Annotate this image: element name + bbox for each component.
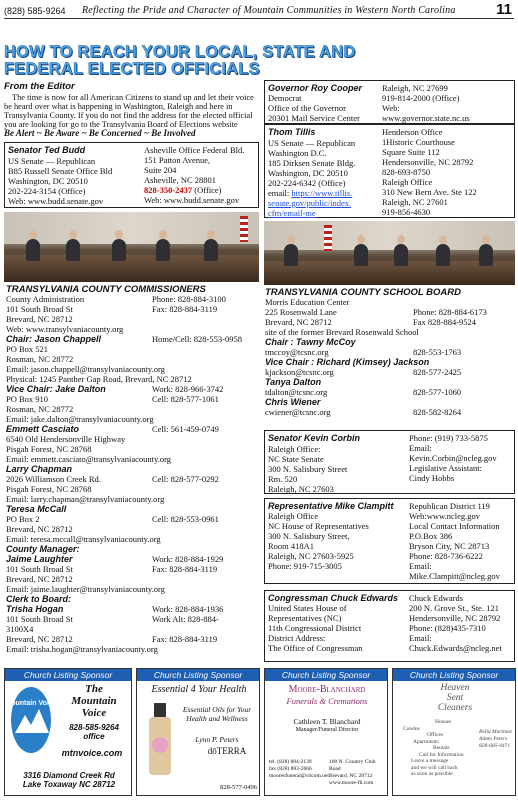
mb-person: Cathleen T. Blanchard (293, 717, 361, 726)
commissioners-row-label: PO Box 2 (6, 514, 40, 524)
tillis-left-2: 185 Dirksen Senate Bldg. (268, 158, 356, 168)
sponsor-bar-label: Church Listing Sponsor (393, 669, 515, 681)
mv-name-2: Voice (81, 707, 107, 719)
clampitt-left-0: Raleigh Office (268, 511, 319, 521)
commissioners-row (6, 294, 260, 304)
mb-title: Moore-Blanchard (288, 684, 366, 695)
school-board-row-label: kjackson@tcsnc.org (265, 367, 334, 377)
commissioners-row-label: Email: teresa.mccall@transylvaniacounty.org (6, 534, 161, 544)
governor-left (268, 93, 360, 123)
commissioners-row-label: Rosman, NC 28772 (6, 354, 74, 364)
commissioners-row (6, 644, 260, 654)
tillis-right-3: Hendersonville, NC 28792 (382, 157, 474, 167)
school-board-row-label: cwiener@tcsnc.org (265, 407, 331, 417)
e4h-tagline-1: Health and Wellness (186, 714, 248, 723)
edwards-left-4: The Office of Congressman (268, 643, 363, 653)
budd-left-3: 202-224-3154 (Office) (8, 186, 86, 196)
commissioners-row (6, 624, 260, 634)
edwards-left-2: 11th Congressional District (268, 623, 362, 633)
school-board-row (265, 347, 515, 357)
tillis-right-5: Raleigh Office (382, 177, 433, 187)
commissioners-row-label: 101 South Broad St (6, 614, 73, 624)
budd-right-3: Asheville, NC 28801 (144, 175, 217, 185)
school-board-row-label: Chair : Tawny McCoy (265, 337, 356, 347)
corbin-box (264, 430, 515, 494)
school-board-row-label: tmccoy@tcsnc.org (265, 347, 329, 357)
commissioners-row (6, 534, 260, 544)
budd-right-2: Suite 204 (144, 165, 177, 175)
sponsor-bar-label: Church Listing Sponsor (265, 669, 387, 681)
commissioners-row (6, 304, 260, 314)
commissioners-row (6, 554, 260, 564)
edwards-heading: Congressman Chuck Edwards (268, 593, 399, 603)
commissioners-row-label: Clerk to Board: (6, 594, 72, 604)
sponsor-mountain-voice (4, 668, 132, 796)
sponsor-bar-label: Church Listing Sponsor (137, 669, 259, 681)
commissioners-row-label: Rosman, NC 28772 (6, 404, 74, 414)
clampitt-right-7: Mike.Clampitt@ncleg.gov (409, 571, 500, 581)
commissioners-row-label: County Administration (6, 294, 85, 304)
school-board-row (265, 357, 515, 367)
governor-heading: Governor Roy Cooper (268, 83, 363, 93)
page-title-line1: HOW TO REACH YOUR LOCAL, STATE AND (4, 43, 356, 61)
tillis-email-label: email: (268, 188, 290, 198)
commissioners-row (6, 394, 260, 404)
commissioners-row-label: PO Box 521 (6, 344, 49, 354)
mb-web: www.moore-fh.com (329, 780, 374, 786)
commissioners-row (6, 434, 260, 444)
commissioners-row-label: Email: trisha.hogan@transylvaniacounty.org (6, 644, 158, 654)
commissioners-row-value: Cell: 828-577-1061 (152, 394, 219, 404)
corbin-right (409, 433, 497, 483)
school-board-row (265, 327, 515, 337)
commissioners-row-value: Work: 828-884-1929 (152, 554, 224, 564)
commissioners-row (6, 604, 260, 614)
clampitt-right (409, 501, 500, 581)
header-phone: (828) 585-9264 (4, 6, 66, 16)
mb-tel: tel. (828) 884-2139 (269, 759, 312, 765)
commissioners-heading: TRANSYLVANIA COUNTY COMMISSIONERS (6, 284, 206, 295)
school-board-row-value: 828-577-1060 (413, 387, 462, 397)
commissioners-row-label: Larry Chapman (6, 464, 73, 474)
mv-name-1: Mountain (71, 695, 117, 707)
edwards-left-3: District Address: (268, 633, 326, 643)
hs-person-1: Adam Peters (479, 736, 508, 742)
school-board-row-label: Tanya Dalton (265, 377, 322, 387)
hs-item-4: Rentals (433, 745, 450, 751)
mountain-voice-logo-icon (5, 685, 57, 755)
commissioners-row-label: Pisgah Forest, NC 28768 (6, 484, 92, 494)
school-board-row-label: Chris Wiener (265, 397, 321, 407)
school-board-row-label: site of the former Brevard Rosenwald School (265, 327, 419, 337)
hs-item-7: and we will call back (411, 764, 458, 771)
commissioners-row-label: 101 South Broad St (6, 564, 73, 574)
commissioners-row (6, 344, 260, 354)
mv-addr-1: Lake Toxaway NC 28712 (22, 780, 116, 789)
corbin-right-0: Phone: (919) 733-5875 (409, 433, 488, 443)
commissioners-row-label: Brevard, NC 28712 (6, 524, 73, 534)
e4h-phone: 828-577-0496 (220, 784, 257, 791)
tillis-box (264, 124, 515, 218)
clampitt-left-1: NC House of Representatives (268, 521, 369, 531)
clampitt-left-5: Phone: 919-715-3005 (268, 561, 342, 571)
corbin-left (268, 444, 347, 494)
commissioners-row-value: Cell: 828-577-0292 (152, 474, 219, 484)
corbin-left-4: Raleigh, NC 27603 (268, 484, 334, 494)
commissioners-row-label: Jaime Laughter (6, 554, 73, 564)
corbin-right-2: Kevin.Corbin@ncleg.gov (409, 453, 497, 463)
commissioners-row (6, 524, 260, 534)
editor-slogan: Be Alert ~ Be Aware ~ Be Concerned ~ Be Involved (4, 128, 196, 138)
mv-phone: 828-585-9264 (69, 723, 119, 732)
school-board-row (265, 317, 515, 327)
commissioners-row-value: Phone: 828-884-3100 (152, 294, 226, 304)
mb-fax: fax (828) 883-2666 (269, 766, 312, 772)
corbin-heading: Senator Kevin Corbin (268, 433, 361, 443)
commissioners-row-label: Email: jake.dalton@transylvaniacounty.org (6, 414, 154, 424)
sponsor-heaven-sent (392, 668, 516, 796)
edwards-right-5: Chuck.Edwards@ncleg.net (409, 643, 502, 653)
commissioners-row (6, 384, 260, 394)
hs-item-6: Leave a message (411, 758, 449, 764)
corbin-left-0: Raleigh Office: (268, 444, 321, 454)
commissioners-row (6, 334, 260, 344)
budd-office-phone: 828-350-2437 (144, 185, 193, 195)
commissioners-row-label: Trisha Hogan (6, 604, 64, 614)
clampitt-right-5: Phone: 828-736-6222 (409, 551, 483, 561)
edwards-right-0: Chuck Edwards (409, 593, 464, 603)
governor-right-0: Raleigh, NC 27699 (382, 83, 448, 93)
commissioners-row-value: Work Alt: 828-884- (152, 614, 219, 624)
clampitt-right-4: Bryson City, NC 28713 (409, 541, 490, 551)
edwards-left-0: United States House of (268, 603, 347, 613)
senator-budd-heading: Senator Ted Budd (8, 145, 86, 155)
commissioners-row-value: Home/Cell: 828-553-0958 (152, 334, 242, 344)
clampitt-right-0: Republican District 119 (409, 501, 490, 511)
header-tagline: Reflecting the Pride and Character of Mountain Communities in Western North Carolina (82, 5, 456, 16)
commissioners-row-value: Fax: 828-884-3119 (152, 304, 218, 314)
commissioners-row (6, 584, 260, 594)
commissioners-row-value: Fax: 828-884-3119 (152, 564, 218, 574)
tillis-right-1: 1Historic Courthouse (382, 137, 455, 147)
budd-left-4: Web: www.budd.senate.gov (8, 196, 104, 206)
tillis-right-7: Raleigh, NC 27601 (382, 197, 448, 207)
sponsor-moore-blanchard (264, 668, 388, 796)
tillis-right-6: 310 New Bern Ave. Ste 122 (382, 187, 477, 197)
governor-right-3: www.governor.state.nc.us (382, 113, 470, 123)
mb-addr2: Brevard, NC 28712 (329, 773, 373, 779)
mv-addr-0: 3316 Diamond Creek Rd (23, 771, 115, 780)
oil-bottle-icon (145, 701, 175, 781)
commissioners-row (6, 404, 260, 414)
commissioners-row-value: Fax: 828-884-3119 (152, 634, 218, 644)
commissioners-row (6, 354, 260, 364)
commissioners-row-value: Cell: 561-459-0749 (152, 424, 219, 434)
sponsor-bar-label: Church Listing Sponsor (5, 669, 131, 681)
commissioners-row (6, 444, 260, 454)
commissioners-row-label: Email: jason.chappell@transylvaniacounty.org (6, 364, 165, 374)
edwards-right-4: Email: (409, 633, 432, 643)
hs-title-0: Heaven (440, 683, 470, 693)
commissioners-row-label: 101 South Broad St (6, 304, 73, 314)
commissioners-row-value: Cell: 828-553-0961 (152, 514, 219, 524)
tillis-left-3: Washington, DC 20510 (268, 168, 348, 178)
commissioners-row (6, 454, 260, 464)
clampitt-heading: Representative Mike Clampitt (268, 501, 394, 511)
school-board-row (265, 297, 515, 307)
edwards-left (268, 593, 403, 653)
edwards-right-2: Hendersonville, NC 28792 (409, 613, 501, 623)
corbin-left-2: 300 N. Salisbury Street (268, 464, 348, 474)
commissioners-row (6, 314, 260, 324)
svg-text:Mountain Voice: Mountain Voice (5, 700, 57, 707)
e4h-tagline-0: Essential Oils for Your (182, 705, 252, 714)
hs-item-0: Houses (435, 719, 452, 725)
mv-office: office (83, 732, 105, 741)
commissioners-row-label: Vice Chair: Jake Dalton (6, 384, 106, 394)
clampitt-right-3: P.O.Box 386 (409, 531, 453, 541)
clampitt-box (264, 498, 515, 584)
commissioners-row-label: Physical: 1245 Panther Gap Road, Brevard, NC 28712 (6, 374, 192, 384)
commissioners-row-label: Brevard, NC 28712 (6, 574, 73, 584)
commissioners-row (6, 514, 260, 524)
hs-item-1: Condos (403, 725, 420, 732)
senator-budd-left (8, 156, 112, 206)
commissioners-row (6, 574, 260, 584)
tillis-email-link-0[interactable]: https://www.tillis. (291, 188, 353, 198)
commissioners-list (6, 294, 260, 654)
commissioners-row (6, 564, 260, 574)
corbin-left-1: NC State Senate (268, 454, 324, 464)
commissioners-row-label: 2026 Williamson Creek Rd. (6, 474, 101, 484)
school-board-photo (264, 221, 515, 285)
commissioners-row-label: Emmett Casciato (6, 424, 80, 434)
page-number: 11 (496, 1, 512, 18)
mv-name-0: The (85, 683, 103, 695)
tillis-email-link-2[interactable]: cfm/email-me (268, 208, 316, 218)
hs-item-8: as soon as possible (411, 771, 453, 777)
edwards-left-1: Representatives (NC) (268, 613, 342, 623)
tillis-left (268, 138, 355, 218)
school-board-row-value: 828-553-1763 (413, 347, 462, 357)
commissioners-row (6, 414, 260, 424)
school-board-row (265, 397, 515, 407)
clampitt-left-2: 300 N. Salisbury Street, (268, 531, 350, 541)
clampitt-left-3: Room 418A1 (268, 541, 315, 551)
commissioners-row (6, 484, 260, 494)
mb-role: Manager/Funeral Director (295, 727, 359, 733)
governor-left-1: Office of the Governor (268, 103, 346, 113)
corbin-right-3: Legislative Assistant: (409, 463, 482, 473)
governor-right-1: 919-814-2000 (Office) (382, 93, 460, 103)
hs-item-5: Call for Information (419, 751, 464, 758)
school-board-row (265, 407, 515, 417)
budd-left-1: B85 Russell Senate Office Bld (8, 166, 113, 176)
commissioners-row (6, 504, 260, 514)
commissioners-row-label: 6540 Old Hendersonville Highway (6, 434, 126, 444)
tillis-right-2: Square Suite 112 (382, 147, 440, 157)
editor-body: The time is now for all American Citizens to stand up and let their voice be heard over what is happening in Washington, Raleigh and here in Transylvania County. If you do not find the address for the elected official you are looking for go to the Transylvania Board of Elections website (4, 93, 254, 129)
commissioners-row (6, 594, 260, 604)
school-board-row (265, 337, 515, 347)
school-board-row-value: Phone: 828-884-6173 (413, 307, 487, 317)
tillis-right-4: 828-693-8750 (382, 167, 431, 177)
commissioners-photo (4, 212, 259, 282)
tillis-left-0: US Senate — Republican (268, 138, 356, 148)
school-board-row-label: Vice Chair : Richard (Kimsey) Jackson (265, 357, 430, 367)
commissioners-row-label: Teresa McCall (6, 504, 67, 514)
mb-addr1: 100 N. Country Club Road (329, 759, 376, 772)
sponsor-essential4health (136, 668, 260, 796)
senator-budd-box (4, 142, 259, 208)
commissioners-row (6, 374, 260, 384)
school-board-row-label: 225 Rosenwald Lane (265, 307, 337, 317)
clampitt-left-4: Raleigh, NC 27603-5925 (268, 551, 354, 561)
commissioners-row-label: PO Box 910 (6, 394, 49, 404)
clampitt-left (268, 501, 398, 571)
commissioners-row (6, 424, 260, 434)
commissioners-row-label: 3100X4 (6, 624, 34, 634)
commissioners-row-label: Chair: Jason Chappell (6, 334, 102, 344)
page-title (4, 44, 514, 78)
hs-title-2: Cleaners (437, 703, 473, 713)
school-board-row (265, 367, 515, 377)
commissioners-row-label: Pisgah Forest, NC 28768 (6, 444, 92, 454)
commissioners-row-label: Brevard, NC 28712 (6, 634, 73, 644)
hs-phone: 828-685-4471 (479, 743, 511, 749)
commissioners-row-label: Email: larry.chapman@transylvaniacounty.org (6, 494, 165, 504)
school-board-heading: TRANSYLVANIA COUNTY SCHOOL BOARD (265, 287, 461, 298)
page-title-line2: FEDERAL ELECTED OFFICIALS (4, 60, 260, 78)
budd-right-web: Web: www.budd.senate.gov (144, 195, 240, 205)
clampitt-right-2: Local Contact Information (409, 521, 500, 531)
tillis-left-4: 202-224-6342 (Office) (268, 178, 346, 188)
tillis-right-0: Henderson Office (382, 127, 443, 137)
mv-web: mtnvoice.com (61, 748, 123, 758)
budd-office-phone-label: (Office) (194, 185, 222, 195)
governor-right (382, 83, 470, 123)
hs-title-1: Sent (446, 693, 464, 703)
e4h-title: Essential 4 Your Health (151, 684, 247, 695)
commissioners-row (6, 494, 260, 504)
school-board-row-label: Morris Education Center (265, 297, 350, 307)
commissioners-row-label: Email: emmett.casciato@transylvaniacounty.org (6, 454, 172, 464)
budd-right-0: Asheville Office Federal Bld. (144, 145, 245, 155)
corbin-right-1: Email: (409, 443, 432, 453)
school-board-row (265, 377, 515, 387)
editor-heading: From the Editor (4, 81, 75, 92)
commissioners-row (6, 614, 260, 624)
commissioners-row (6, 474, 260, 484)
commissioners-row-value: Work: 828-884-1936 (152, 604, 224, 614)
hs-person-0: Bella Martinez (479, 729, 512, 735)
governor-box (264, 80, 515, 124)
governor-left-2: 20301 Mail Service Center (268, 113, 360, 123)
hs-item-3: Apartments (413, 738, 439, 745)
commissioners-row-label: Brevard, NC 28712 (6, 314, 73, 324)
corbin-left-3: Rm. 520 (268, 474, 298, 484)
governor-left-0: Democrat (268, 93, 302, 103)
school-board-row-value: 828-577-2425 (413, 367, 462, 377)
commissioners-row (6, 634, 260, 644)
commissioners-row (6, 364, 260, 374)
senator-budd-right (144, 145, 244, 205)
school-board-row-value: 828-582-8264 (413, 407, 462, 417)
budd-left-2: Washington, DC 20510 (8, 176, 88, 186)
tillis-email-link-1[interactable]: senate.gov/public/index. (268, 198, 352, 208)
school-board-row-label: Brevard, NC 28712 (265, 317, 332, 327)
edwards-right (409, 593, 502, 653)
commissioners-row-value: Work: 828-966-3742 (152, 384, 224, 394)
school-board-row (265, 387, 515, 397)
e4h-brand: dōTERRA (207, 746, 247, 756)
budd-right-1: 151 Patton Avenue, (144, 155, 211, 165)
corbin-right-4: Cindy Hobbs (409, 473, 455, 483)
edwards-right-1: 200 N. Grove St., Ste. 121 (409, 603, 499, 613)
commissioners-row-label: Email: jaime.laughter@transylvaniacounty.org (6, 584, 165, 594)
e4h-person: Lynn P. Peters (195, 735, 239, 744)
tillis-right (382, 127, 477, 217)
editor-note (4, 82, 258, 138)
tillis-left-1: Washington D.C. (268, 148, 327, 158)
commissioners-row-label: Web: www.transylvaniacounty.org (6, 324, 124, 334)
page-header (4, 3, 514, 19)
edwards-box (264, 590, 515, 662)
school-board-row-label: tdalton@tcsnc.org (265, 387, 328, 397)
hs-item-2: Offices (427, 732, 444, 738)
governor-right-2: Web: (382, 103, 400, 113)
school-board-row (265, 307, 515, 317)
commissioners-row-label: County Manager: (6, 544, 80, 554)
commissioners-row (6, 464, 260, 474)
commissioners-row (6, 324, 260, 334)
tillis-right-8: 919-856-4630 (382, 207, 431, 217)
edwards-right-3: Phone: (828)435-7310 (409, 623, 486, 633)
budd-left-0: US Senate — Republican (8, 156, 96, 166)
mb-sub: Funerals & Cremations (286, 696, 368, 706)
commissioners-row (6, 544, 260, 554)
clampitt-right-6: Email: (409, 561, 432, 571)
school-board-row-value: Fax 828-884-9524 (413, 317, 477, 327)
school-board-list (265, 297, 515, 417)
clampitt-right-1: Web:www.ncleg.gov (409, 511, 480, 521)
mb-email: mooresfuneral@citcom.net (269, 773, 329, 779)
tillis-heading: Thom Tillis (268, 127, 316, 137)
